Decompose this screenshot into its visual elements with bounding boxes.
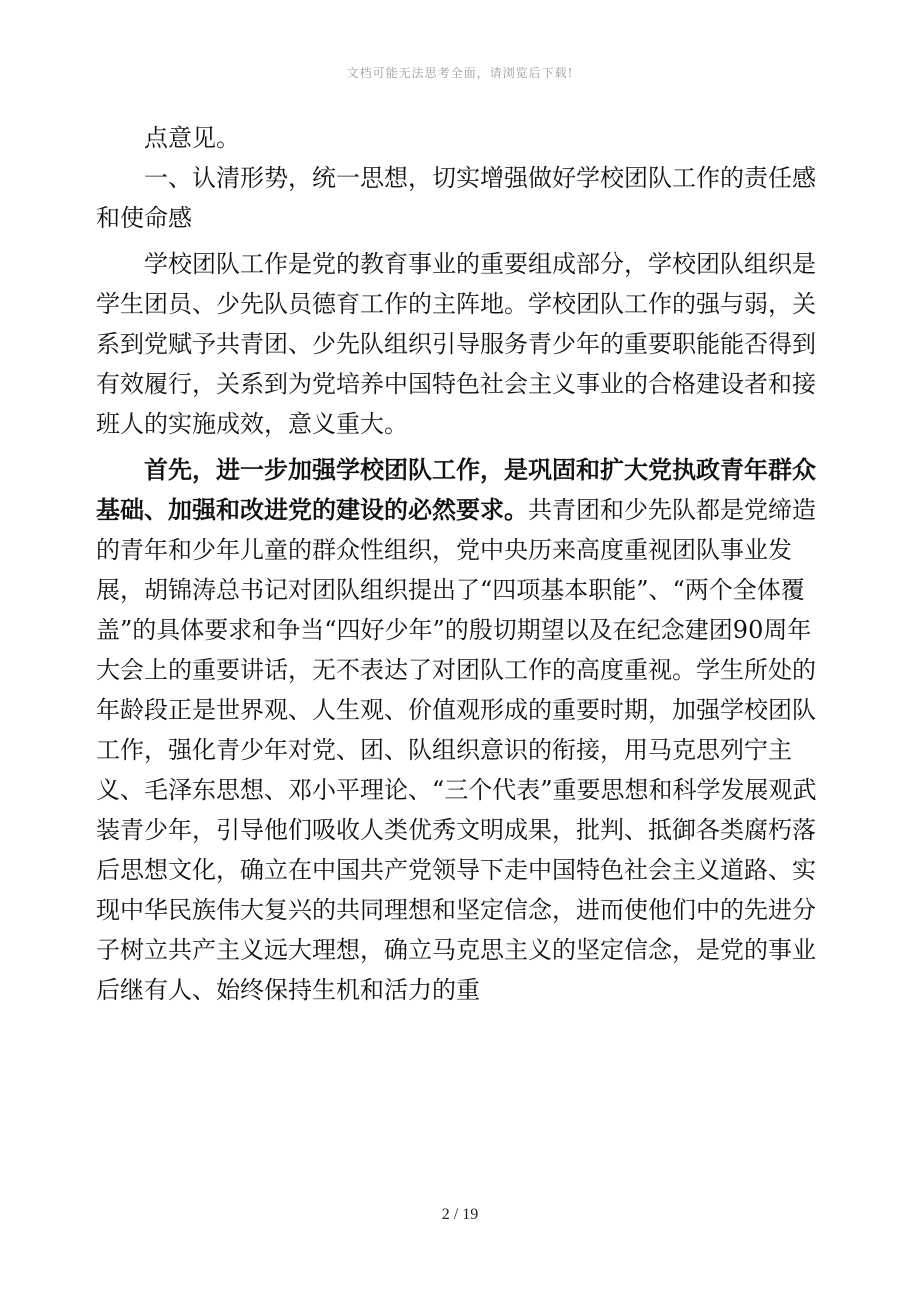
section-heading: 一、认清形势，统一思想，切实增强做好学校团队工作的责任感和使命感 xyxy=(96,164,816,232)
download-notice: 文档可能无法思考全面，请浏览后下载! xyxy=(346,66,574,80)
page-number: 2 / 19 xyxy=(441,1206,479,1223)
paragraph-body-text: 共青团和少先队都是党缔造的青年和少年儿童的群众性组织，党中央历来高度重视团队事业发展，胡锦涛总书记对团队组织提出了“四项基本职能”、“两个全体覆盖”的具体要求和争当“四好少年”的殷切期望以及在纪念建团90周年大会上的重要讲话，无不表达了对团队工作的高度重视。学生所处的年龄段正是世界观、人生观、价值观形成的重要时期，加强学校团队工作，强化青少年对党、团、队组织意识的衔接，用马克思列宁主义、毛泽东思想、邓小平理论、“三个代表”重要思想和科学发展观武装青少年，引导他们吸收人类优秀文明成果，批判、抵御各类腐朽落后思想文化，确立在中国共产党领导下走中国特色社会主义道路、实现中华民族伟大复兴的共同理想和坚定信念，进而使他们中的先进分子树立共产主义远大理想，确立马克思主义的坚定信念，是党的事业后继有人、始终保持生机和活力的重 xyxy=(96,496,817,1004)
paragraph-continuation: 点意见。 xyxy=(144,124,240,152)
bold-lead-sentence: 首先，进一步加强学校团队工作，是巩固和扩大党执政青年群众基础、加强和改进党的建设的必然要求。 xyxy=(96,455,816,524)
paragraph-intro: 学校团队工作是党的教育事业的重要组成部分，学校团队组织是学生团员、少先队员德育工作的主阵地。学校团队工作的强与弱，关系到党赋予共青团、少先队组织引导服务青少年的重要职能能否得到有效履行，关系到为党培养中国特色社会主义事业的合格建设者和接班人的实施成效，意义重大。 xyxy=(96,250,816,438)
document-body xyxy=(96,118,824,1010)
paragraph-first-point xyxy=(96,450,824,1010)
